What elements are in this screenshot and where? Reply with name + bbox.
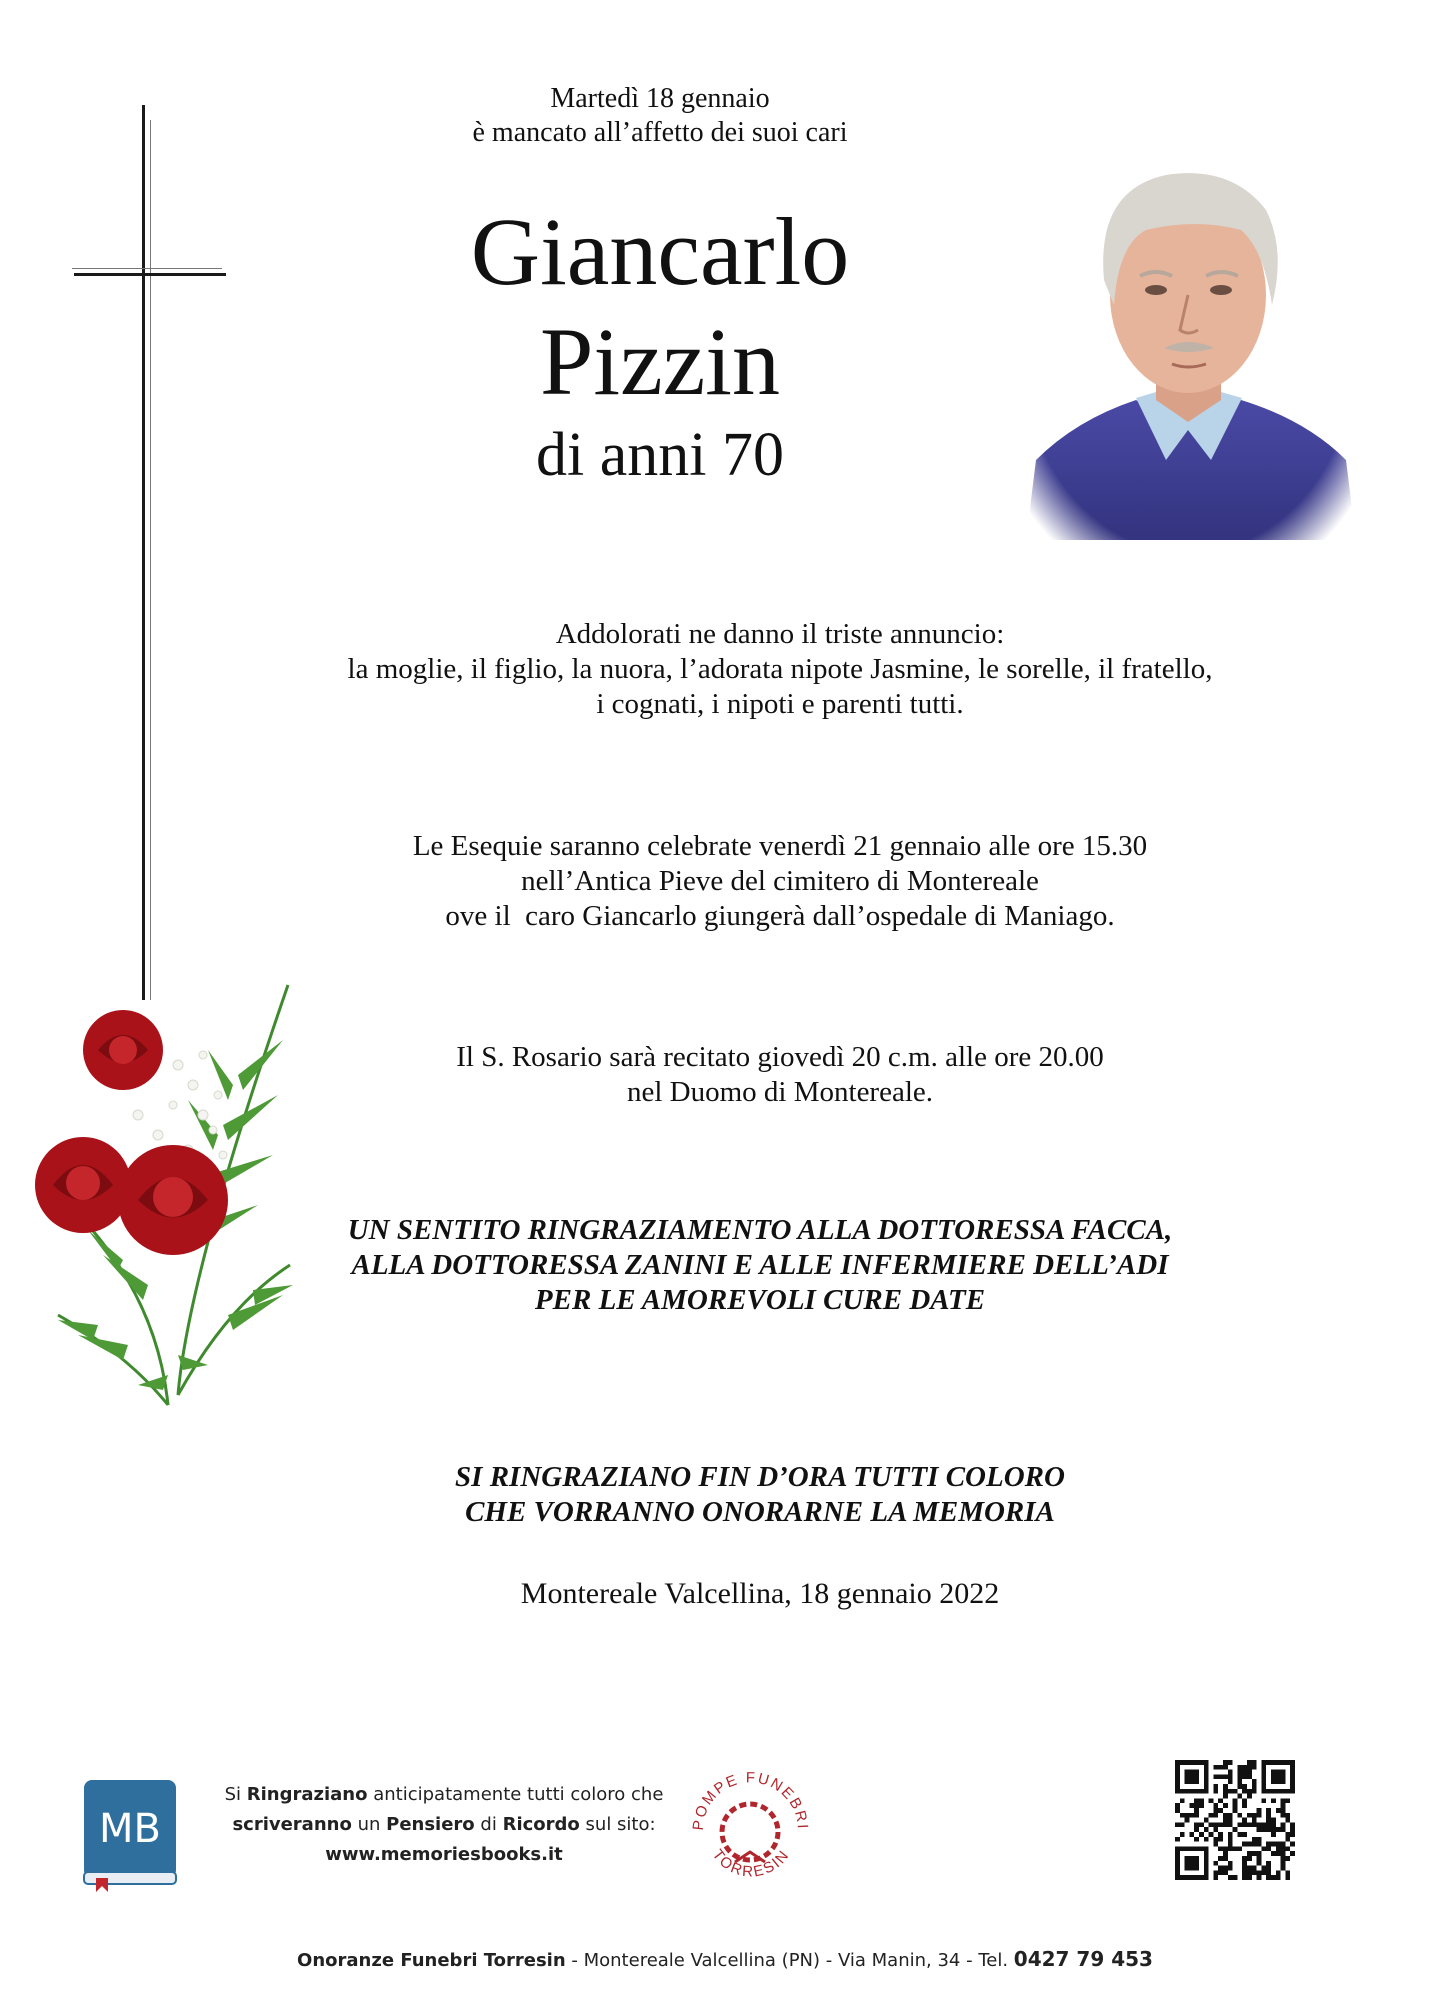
rosary-line: Il S. Rosario sarà recitato giovedì 20 c.m. alle ore 20.00 <box>456 1041 1104 1073</box>
thanks-all-line: SI RINGRAZIANO FIN D’ORA TUTTI COLORO <box>455 1461 1065 1493</box>
funeral-line: nell’Antica Pieve del cimitero di Montereale <box>521 865 1039 897</box>
pompe-funebri-torresin-seal <box>683 1760 818 1895</box>
thanks-care-line: PER LE AMOREVOLI CURE DATE <box>534 1284 986 1316</box>
thanks-care-line: ALLA DOTTORESSA ZANINI E ALLE INFERMIERE DELL’ADI <box>351 1249 1169 1281</box>
intro-text <box>380 82 940 150</box>
rosary-line: nel Duomo di Montereale. <box>626 1076 934 1108</box>
notice-word: Ringraziano <box>246 1784 368 1805</box>
funeral-line: Le Esequie saranno celebrate venerdì 21 gennaio alle ore 15.30 <box>412 830 1148 862</box>
cross-horizontal-shadow <box>72 268 222 269</box>
notice-word: sul sito: <box>585 1814 656 1835</box>
funeral-paragraph <box>280 829 1280 934</box>
mourning-line: è mancato all’affetto dei suoi cari <box>472 117 848 148</box>
rosary-paragraph <box>280 1040 1280 1110</box>
thanks-all-line: CHE VORRANNO ONORARNE LA MEMORIA <box>465 1496 1055 1528</box>
agency-footer <box>150 1946 1300 1974</box>
roses-bouquet-image <box>28 975 303 1415</box>
date-line: Martedì 18 gennaio <box>550 83 770 114</box>
svg-text:POMPE FUNEBRI: POMPE FUNEBRI <box>689 1769 812 1832</box>
agency-name: Onoranze Funebri Torresin <box>297 1950 566 1971</box>
cross-horizontal-bar <box>74 273 226 276</box>
notice-word: Si <box>224 1784 242 1805</box>
announcement-line: i cognati, i nipoti e parenti tutti. <box>596 688 964 720</box>
notice-word: scriveranno <box>232 1814 352 1835</box>
announcement-line: Addolorati ne danno il triste annuncio: <box>555 618 1005 650</box>
last-name: Pizzin <box>540 308 780 415</box>
notice-word: Ricordo <box>502 1814 580 1835</box>
notice-word: Pensiero <box>386 1814 475 1835</box>
announcement-paragraph <box>180 617 1380 722</box>
thanks-all-paragraph <box>260 1460 1260 1530</box>
age-line: di anni 70 <box>536 421 784 489</box>
agency-phone[interactable]: 0427 79 453 <box>1013 1947 1153 1971</box>
announcement-line: la moglie, il figlio, la nuora, l’adorata nipote Jasmine, le sorelle, il fratello, <box>347 653 1213 685</box>
agency-address: - Montereale Valcellina (PN) - Via Manin, 34 - Tel. <box>565 1950 1014 1971</box>
memoriesbooks-notice <box>214 1780 674 1870</box>
thanks-care-line: UN SENTITO RINGRAZIAMENTO ALLA DOTTORESSA FACCA, <box>347 1214 1173 1246</box>
qr-code[interactable] <box>1175 1760 1295 1880</box>
cross-vertical-shadow <box>150 120 151 1000</box>
notice-word: anticipatamente tutti coloro che <box>373 1784 664 1805</box>
thanks-care-paragraph <box>260 1213 1260 1318</box>
memoriesbooks-url[interactable]: www.memoriesbooks.it <box>325 1844 563 1865</box>
mb-logo-text: MB <box>99 1806 161 1852</box>
funeral-line: ove il caro Giancarlo giungerà dall’ospedale di Maniago. <box>445 900 1115 932</box>
svg-text:TORRESIN: TORRESIN <box>708 1846 794 1881</box>
cross-vertical-bar <box>142 105 145 1000</box>
notice-word: un <box>357 1814 381 1835</box>
portrait-photo <box>1016 130 1361 540</box>
notice-word: di <box>480 1814 497 1835</box>
memoriesbooks-logo <box>80 1780 180 1892</box>
first-name: Giancarlo <box>470 198 850 305</box>
place-date: Montereale Valcellina, 18 gennaio 2022 <box>520 1577 1000 1610</box>
